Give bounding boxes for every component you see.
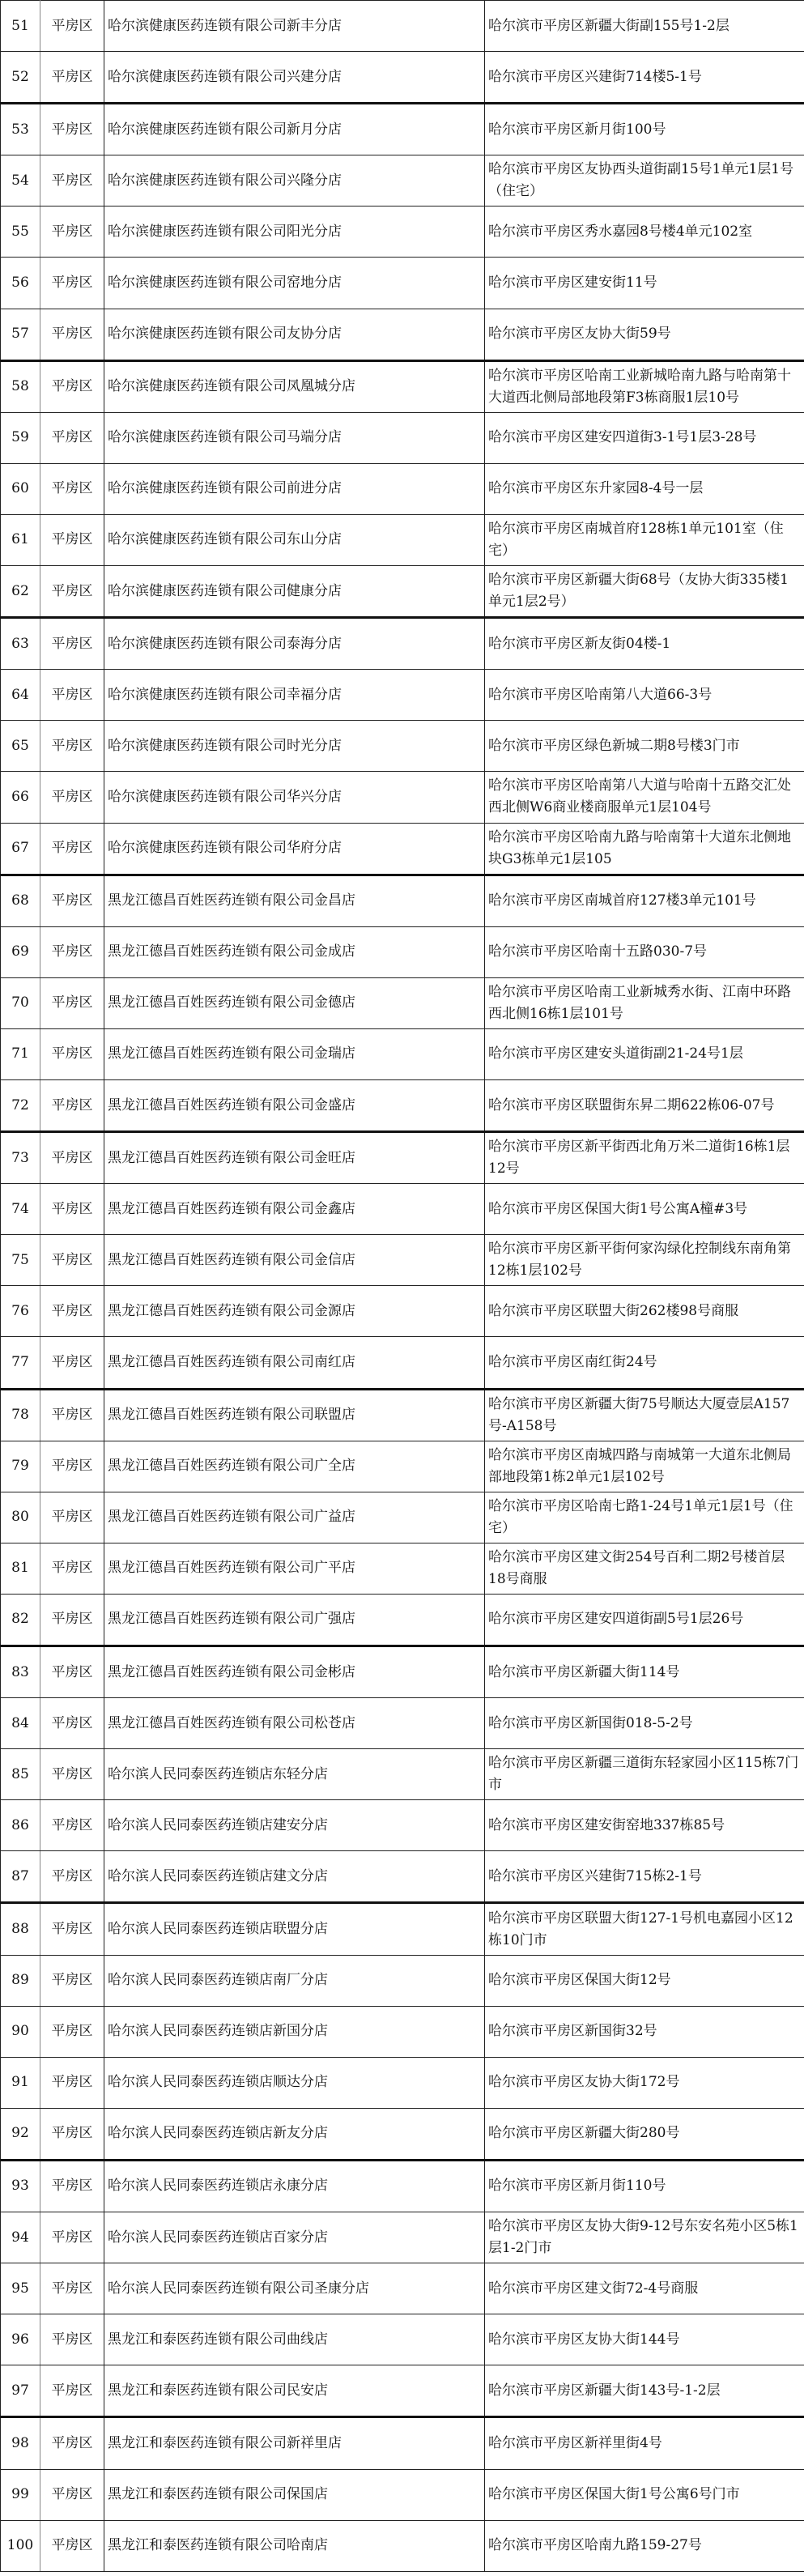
- district-cell: 平房区: [40, 1337, 104, 1389]
- district-cell: 平房区: [40, 1028, 104, 1079]
- address-cell: 哈尔滨市平房区建安街11号: [485, 258, 804, 309]
- district-cell: 平房区: [40, 566, 104, 618]
- table-row: [1, 412, 804, 463]
- address-cell: 哈尔滨市平房区秀水嘉园8号楼4单元102室: [485, 207, 804, 258]
- table-row: [1, 258, 804, 309]
- address-cell: 哈尔滨市平房区联盟街东昇二期622栋06-07号: [485, 1079, 804, 1131]
- store-name-cell: 黑龙江和泰医药连锁有限公司新祥里店: [104, 2417, 485, 2469]
- table-row: [1, 2160, 804, 2212]
- row-number: 95: [1, 2263, 40, 2314]
- address-cell: 哈尔滨市平房区建文街72-4号商服: [485, 2263, 804, 2314]
- table-row: [1, 977, 804, 1028]
- table-row: [1, 155, 804, 207]
- table-row: [1, 618, 804, 670]
- store-name-cell: 哈尔滨健康医药连锁有限公司新月分店: [104, 104, 485, 155]
- store-name-cell: 哈尔滨人民同泰医药连锁店建文分店: [104, 1851, 485, 1903]
- table-row: [1, 926, 804, 977]
- address-cell: 哈尔滨市平房区东升家园8-4号一层: [485, 463, 804, 514]
- row-number: 57: [1, 309, 40, 360]
- table-row: [1, 1, 804, 52]
- address-cell: 哈尔滨市平房区建安街窑地337栋85号: [485, 1800, 804, 1851]
- district-cell: 平房区: [40, 1, 104, 52]
- store-name-cell: 哈尔滨人民同泰医药连锁店南厂分店: [104, 1955, 485, 2006]
- address-cell: 哈尔滨市平房区新疆三道街东轻家园小区115栋7门市: [485, 1749, 804, 1800]
- row-number: 67: [1, 823, 40, 875]
- district-cell: 平房区: [40, 618, 104, 670]
- address-cell: 哈尔滨市平房区保国大街12号: [485, 1955, 804, 2006]
- table-row: [1, 2469, 804, 2520]
- store-name-cell: 哈尔滨健康医药连锁有限公司时光分店: [104, 721, 485, 772]
- store-name-cell: 黑龙江德昌百姓医药连锁有限公司广全店: [104, 1441, 485, 1492]
- address-cell: 哈尔滨市平房区南红街24号: [485, 1337, 804, 1389]
- table-row: [1, 2057, 804, 2108]
- address-cell: 哈尔滨市平房区友协大街144号: [485, 2314, 804, 2365]
- row-number: 100: [1, 2520, 40, 2571]
- store-name-cell: 哈尔滨健康医药连锁有限公司兴隆分店: [104, 155, 485, 207]
- row-number: 99: [1, 2469, 40, 2520]
- row-number: 59: [1, 412, 40, 463]
- district-cell: 平房区: [40, 309, 104, 360]
- row-number: 92: [1, 2108, 40, 2160]
- address-cell: 哈尔滨市平房区新疆大街280号: [485, 2108, 804, 2160]
- table-row: [1, 566, 804, 618]
- address-cell: 哈尔滨市平房区新疆大街副155号1-2层: [485, 1, 804, 52]
- table-row: [1, 670, 804, 721]
- address-cell: 哈尔滨市平房区友协大街59号: [485, 309, 804, 360]
- address-cell: 哈尔滨市平房区绿色新城二期8号楼3门市: [485, 721, 804, 772]
- row-number: 53: [1, 104, 40, 155]
- row-number: 60: [1, 463, 40, 514]
- table-row: [1, 1286, 804, 1337]
- address-cell: 哈尔滨市平房区哈南十五路030-7号: [485, 926, 804, 977]
- address-cell: 哈尔滨市平房区哈南九路159-27号: [485, 2520, 804, 2571]
- district-cell: 平房区: [40, 1543, 104, 1594]
- table-row: [1, 207, 804, 258]
- store-name-cell: 黑龙江德昌百姓医药连锁有限公司金盛店: [104, 1079, 485, 1131]
- store-name-cell: 黑龙江德昌百姓医药连锁有限公司金彬店: [104, 1646, 485, 1698]
- store-name-cell: 黑龙江德昌百姓医药连锁有限公司金源店: [104, 1286, 485, 1337]
- district-cell: 平房区: [40, 1594, 104, 1646]
- table-row: [1, 2365, 804, 2417]
- store-name-cell: 哈尔滨健康医药连锁有限公司幸福分店: [104, 670, 485, 721]
- district-cell: 平房区: [40, 1492, 104, 1543]
- district-cell: 平房区: [40, 1184, 104, 1235]
- district-cell: 平房区: [40, 1903, 104, 1955]
- table-row: [1, 823, 804, 875]
- store-name-cell: 黑龙江德昌百姓医药连锁有限公司金成店: [104, 926, 485, 977]
- address-cell: 哈尔滨市平房区新月街100号: [485, 104, 804, 155]
- store-name-cell: 黑龙江德昌百姓医药连锁有限公司金鑫店: [104, 1184, 485, 1235]
- table-row: [1, 1079, 804, 1131]
- row-number: 98: [1, 2417, 40, 2469]
- table-row: [1, 104, 804, 155]
- row-number: 56: [1, 258, 40, 309]
- row-number: 81: [1, 1543, 40, 1594]
- district-cell: 平房区: [40, 1851, 104, 1903]
- store-name-cell: 哈尔滨健康医药连锁有限公司健康分店: [104, 566, 485, 618]
- district-cell: 平房区: [40, 926, 104, 977]
- row-number: 85: [1, 1749, 40, 1800]
- store-name-cell: 哈尔滨人民同泰医药连锁店新友分店: [104, 2108, 485, 2160]
- store-name-cell: 黑龙江德昌百姓医药连锁有限公司金瑞店: [104, 1028, 485, 1079]
- address-cell: 哈尔滨市平房区新疆大街75号顺达大厦壹层A157号-A158号: [485, 1389, 804, 1441]
- store-name-cell: 哈尔滨人民同泰医药连锁店新国分店: [104, 2006, 485, 2057]
- address-cell: 哈尔滨市平房区兴建街715栋2-1号: [485, 1851, 804, 1903]
- address-cell: 哈尔滨市平房区保国大街1号公寓6号门市: [485, 2469, 804, 2520]
- table-row: [1, 463, 804, 514]
- district-cell: 平房区: [40, 1800, 104, 1851]
- store-name-cell: 黑龙江和泰医药连锁有限公司曲线店: [104, 2314, 485, 2365]
- district-cell: 平房区: [40, 360, 104, 412]
- store-name-cell: 黑龙江和泰医药连锁有限公司保国店: [104, 2469, 485, 2520]
- table-row: [1, 2520, 804, 2571]
- district-cell: 平房区: [40, 1079, 104, 1131]
- row-number: 80: [1, 1492, 40, 1543]
- address-cell: 哈尔滨市平房区建文街254号百利二期2号楼首层18号商服: [485, 1543, 804, 1594]
- table-row: [1, 2006, 804, 2057]
- district-cell: 平房区: [40, 1286, 104, 1337]
- row-number: 61: [1, 514, 40, 565]
- row-number: 87: [1, 1851, 40, 1903]
- table-row: [1, 2417, 804, 2469]
- address-cell: 哈尔滨市平房区建安四道街3-1号1层3-28号: [485, 412, 804, 463]
- district-cell: 平房区: [40, 2263, 104, 2314]
- row-number: 91: [1, 2057, 40, 2108]
- address-cell: 哈尔滨市平房区建安四道街副5号1层26号: [485, 1594, 804, 1646]
- address-cell: 哈尔滨市平房区哈南七路1-24号1单元1层1号（住宅）: [485, 1492, 804, 1543]
- table-row: [1, 1955, 804, 2006]
- row-number: 73: [1, 1132, 40, 1184]
- store-name-cell: 哈尔滨人民同泰医药连锁有限公司圣康分店: [104, 2263, 485, 2314]
- store-name-cell: 黑龙江德昌百姓医药连锁有限公司广平店: [104, 1543, 485, 1594]
- district-cell: 平房区: [40, 2365, 104, 2417]
- table-body: [1, 1, 804, 2572]
- district-cell: 平房区: [40, 258, 104, 309]
- district-cell: 平房区: [40, 1441, 104, 1492]
- row-number: 75: [1, 1235, 40, 1286]
- table-row: [1, 1337, 804, 1389]
- store-name-cell: 黑龙江德昌百姓医药连锁有限公司松苍店: [104, 1698, 485, 1749]
- store-name-cell: 哈尔滨健康医药连锁有限公司华府分店: [104, 823, 485, 875]
- row-number: 65: [1, 721, 40, 772]
- table-row: [1, 1594, 804, 1646]
- table-row: [1, 1698, 804, 1749]
- table-row: [1, 360, 804, 412]
- district-cell: 平房区: [40, 1646, 104, 1698]
- address-cell: 哈尔滨市平房区兴建街714楼5-1号: [485, 52, 804, 104]
- store-name-cell: 哈尔滨健康医药连锁有限公司友协分店: [104, 309, 485, 360]
- store-name-cell: 哈尔滨健康医药连锁有限公司马端分店: [104, 412, 485, 463]
- store-name-cell: 哈尔滨健康医药连锁有限公司窑地分店: [104, 258, 485, 309]
- row-number: 77: [1, 1337, 40, 1389]
- row-number: 76: [1, 1286, 40, 1337]
- table-row: [1, 1543, 804, 1594]
- district-cell: 平房区: [40, 2160, 104, 2212]
- store-name-cell: 哈尔滨健康医药连锁有限公司新丰分店: [104, 1, 485, 52]
- store-name-cell: 哈尔滨人民同泰医药连锁店永康分店: [104, 2160, 485, 2212]
- store-name-cell: 黑龙江德昌百姓医药连锁有限公司广益店: [104, 1492, 485, 1543]
- district-cell: 平房区: [40, 875, 104, 926]
- row-number: 69: [1, 926, 40, 977]
- row-number: 51: [1, 1, 40, 52]
- district-cell: 平房区: [40, 670, 104, 721]
- row-number: 55: [1, 207, 40, 258]
- row-number: 82: [1, 1594, 40, 1646]
- address-cell: 哈尔滨市平房区友协西头道街副15号1单元1层1号（住宅）: [485, 155, 804, 207]
- row-number: 83: [1, 1646, 40, 1698]
- row-number: 94: [1, 2212, 40, 2263]
- district-cell: 平房区: [40, 1749, 104, 1800]
- row-number: 88: [1, 1903, 40, 1955]
- table-row: [1, 1646, 804, 1698]
- row-number: 63: [1, 618, 40, 670]
- district-cell: 平房区: [40, 1389, 104, 1441]
- row-number: 52: [1, 52, 40, 104]
- address-cell: 哈尔滨市平房区哈南第八大道66-3号: [485, 670, 804, 721]
- district-cell: 平房区: [40, 463, 104, 514]
- district-cell: 平房区: [40, 721, 104, 772]
- store-name-cell: 哈尔滨健康医药连锁有限公司泰海分店: [104, 618, 485, 670]
- row-number: 97: [1, 2365, 40, 2417]
- district-cell: 平房区: [40, 2314, 104, 2365]
- district-cell: 平房区: [40, 2520, 104, 2571]
- row-number: 70: [1, 977, 40, 1028]
- table-row: [1, 1749, 804, 1800]
- district-cell: 平房区: [40, 772, 104, 823]
- table-row: [1, 1389, 804, 1441]
- district-cell: 平房区: [40, 2108, 104, 2160]
- address-cell: 哈尔滨市平房区友协大街172号: [485, 2057, 804, 2108]
- store-name-cell: 黑龙江和泰医药连锁有限公司民安店: [104, 2365, 485, 2417]
- row-number: 86: [1, 1800, 40, 1851]
- row-number: 66: [1, 772, 40, 823]
- row-number: 78: [1, 1389, 40, 1441]
- row-number: 62: [1, 566, 40, 618]
- district-cell: 平房区: [40, 155, 104, 207]
- address-cell: 哈尔滨市平房区建安头道街副21-24号1层: [485, 1028, 804, 1079]
- table-row: [1, 52, 804, 104]
- table-row: [1, 772, 804, 823]
- store-name-cell: 黑龙江德昌百姓医药连锁有限公司金旺店: [104, 1132, 485, 1184]
- store-name-cell: 黑龙江德昌百姓医药连锁有限公司广强店: [104, 1594, 485, 1646]
- table-row: [1, 1028, 804, 1079]
- store-name-cell: 黑龙江德昌百姓医药连锁有限公司联盟店: [104, 1389, 485, 1441]
- row-number: 93: [1, 2160, 40, 2212]
- district-cell: 平房区: [40, 2057, 104, 2108]
- address-cell: 哈尔滨市平房区新国街32号: [485, 2006, 804, 2057]
- address-cell: 哈尔滨市平房区联盟大街127-1号机电嘉园小区12栋10门市: [485, 1903, 804, 1955]
- address-cell: 哈尔滨市平房区联盟大街262楼98号商服: [485, 1286, 804, 1337]
- address-cell: 哈尔滨市平房区新月街110号: [485, 2160, 804, 2212]
- district-cell: 平房区: [40, 514, 104, 565]
- table-row: [1, 721, 804, 772]
- table-row: [1, 1800, 804, 1851]
- address-cell: 哈尔滨市平房区哈南九路与哈南第十大道东北侧地块G3栋单元1层105: [485, 823, 804, 875]
- store-name-cell: 黑龙江德昌百姓医药连锁有限公司南红店: [104, 1337, 485, 1389]
- store-name-cell: 哈尔滨人民同泰医药连锁店顺达分店: [104, 2057, 485, 2108]
- row-number: 68: [1, 875, 40, 926]
- address-cell: 哈尔滨市平房区友协大街9-12号东安名苑小区5栋1层1-2门市: [485, 2212, 804, 2263]
- address-cell: 哈尔滨市平房区新疆大街143号-1-2层: [485, 2365, 804, 2417]
- row-number: 74: [1, 1184, 40, 1235]
- address-cell: 哈尔滨市平房区南城四路与南城第一大道东北侧局部地段第1栋2单元1层102号: [485, 1441, 804, 1492]
- store-name-cell: 黑龙江德昌百姓医药连锁有限公司金昌店: [104, 875, 485, 926]
- store-name-cell: 哈尔滨健康医药连锁有限公司凤凰城分店: [104, 360, 485, 412]
- district-cell: 平房区: [40, 1698, 104, 1749]
- address-cell: 哈尔滨市平房区哈南第八大道与哈南十五路交汇处西北侧W6商业楼商服单元1层104号: [485, 772, 804, 823]
- district-cell: 平房区: [40, 2212, 104, 2263]
- row-number: 72: [1, 1079, 40, 1131]
- row-number: 54: [1, 155, 40, 207]
- address-cell: 哈尔滨市平房区南城首府128栋1单元101室（住宅）: [485, 514, 804, 565]
- row-number: 84: [1, 1698, 40, 1749]
- district-cell: 平房区: [40, 1955, 104, 2006]
- address-cell: 哈尔滨市平房区哈南工业新城哈南九路与哈南第十大道西北侧局部地段第F3栋商服1层10号: [485, 360, 804, 412]
- district-cell: 平房区: [40, 823, 104, 875]
- store-name-cell: 哈尔滨健康医药连锁有限公司华兴分店: [104, 772, 485, 823]
- row-number: 90: [1, 2006, 40, 2057]
- district-cell: 平房区: [40, 104, 104, 155]
- address-cell: 哈尔滨市平房区新祥里街4号: [485, 2417, 804, 2469]
- table-row: [1, 1184, 804, 1235]
- table-row: [1, 2108, 804, 2160]
- table-row: [1, 309, 804, 360]
- district-cell: 平房区: [40, 977, 104, 1028]
- store-name-cell: 哈尔滨健康医药连锁有限公司兴建分店: [104, 52, 485, 104]
- address-cell: 哈尔滨市平房区新疆大街114号: [485, 1646, 804, 1698]
- district-cell: 平房区: [40, 1132, 104, 1184]
- table-row: [1, 1903, 804, 1955]
- row-number: 64: [1, 670, 40, 721]
- table-row: [1, 2263, 804, 2314]
- district-cell: 平房区: [40, 2417, 104, 2469]
- address-cell: 哈尔滨市平房区新平街何家沟绿化控制线东南角第12栋1层102号: [485, 1235, 804, 1286]
- store-name-cell: 黑龙江和泰医药连锁有限公司哈南店: [104, 2520, 485, 2571]
- store-name-cell: 黑龙江德昌百姓医药连锁有限公司金德店: [104, 977, 485, 1028]
- address-cell: 哈尔滨市平房区保国大街1号公寓A橦#3号: [485, 1184, 804, 1235]
- table-row: [1, 2314, 804, 2365]
- table-row: [1, 1492, 804, 1543]
- store-name-cell: 哈尔滨人民同泰医药连锁店建安分店: [104, 1800, 485, 1851]
- store-name-cell: 黑龙江德昌百姓医药连锁有限公司金信店: [104, 1235, 485, 1286]
- table-row: [1, 1441, 804, 1492]
- row-number: 96: [1, 2314, 40, 2365]
- table-row: [1, 1132, 804, 1184]
- store-name-cell: 哈尔滨人民同泰医药连锁店联盟分店: [104, 1903, 485, 1955]
- district-cell: 平房区: [40, 2469, 104, 2520]
- address-cell: 哈尔滨市平房区南城首府127楼3单元101号: [485, 875, 804, 926]
- address-cell: 哈尔滨市平房区新友街04楼-1: [485, 618, 804, 670]
- district-cell: 平房区: [40, 207, 104, 258]
- row-number: 79: [1, 1441, 40, 1492]
- district-cell: 平房区: [40, 52, 104, 104]
- table-row: [1, 1235, 804, 1286]
- store-name-cell: 哈尔滨健康医药连锁有限公司阳光分店: [104, 207, 485, 258]
- store-name-cell: 哈尔滨健康医药连锁有限公司前进分店: [104, 463, 485, 514]
- row-number: 89: [1, 1955, 40, 2006]
- store-name-cell: 哈尔滨人民同泰医药连锁店东轻分店: [104, 1749, 485, 1800]
- address-cell: 哈尔滨市平房区新疆大街68号（友协大街335楼1单元1层2号）: [485, 566, 804, 618]
- row-number: 71: [1, 1028, 40, 1079]
- table-row: [1, 875, 804, 926]
- district-cell: 平房区: [40, 1235, 104, 1286]
- table-row: [1, 514, 804, 565]
- address-cell: 哈尔滨市平房区哈南工业新城秀水街、江南中环路西北侧16栋1层101号: [485, 977, 804, 1028]
- address-cell: 哈尔滨市平房区新国街018-5-2号: [485, 1698, 804, 1749]
- store-name-cell: 哈尔滨健康医药连锁有限公司东山分店: [104, 514, 485, 565]
- table-row: [1, 2212, 804, 2263]
- address-cell: 哈尔滨市平房区新平街西北角万米二道街16栋1层12号: [485, 1132, 804, 1184]
- district-cell: 平房区: [40, 2006, 104, 2057]
- row-number: 58: [1, 360, 40, 412]
- table-row: [1, 1851, 804, 1903]
- district-cell: 平房区: [40, 412, 104, 463]
- store-name-cell: 哈尔滨人民同泰医药连锁店百家分店: [104, 2212, 485, 2263]
